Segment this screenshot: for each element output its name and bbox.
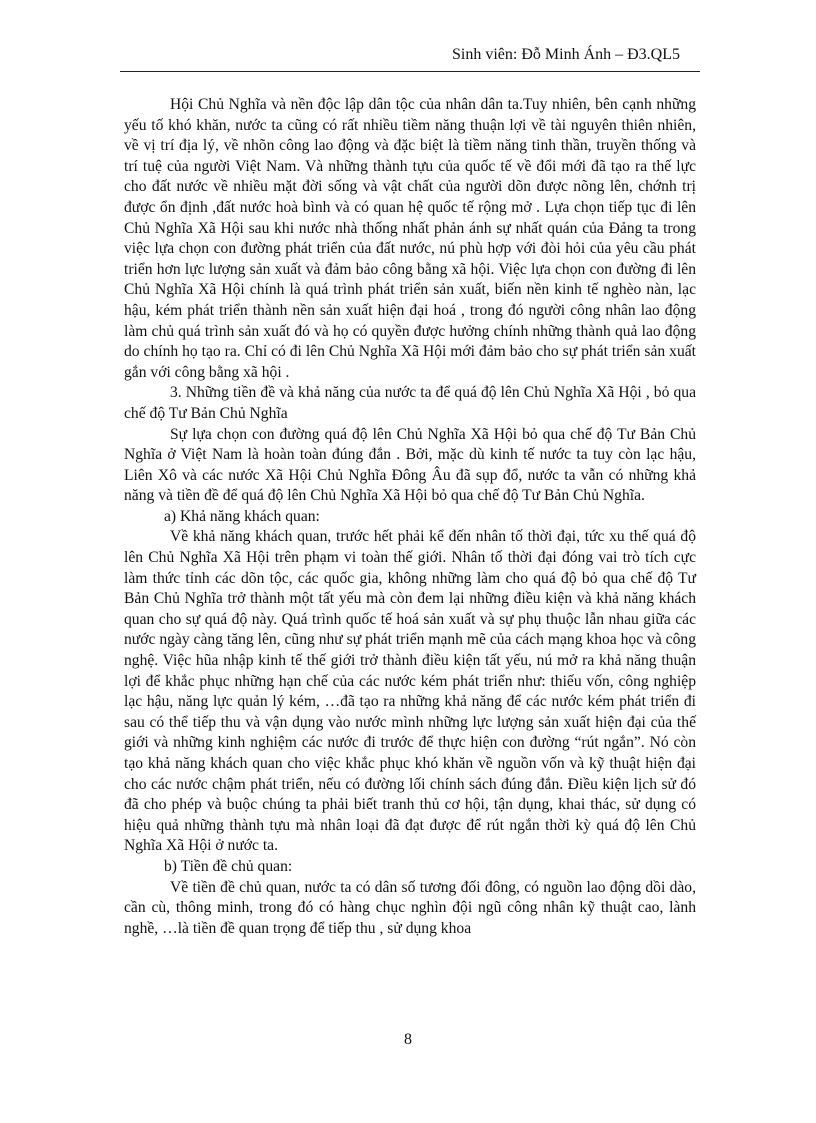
section-heading: 3. Những tiền đề và khả năng của nước ta để quá độ lên Chủ Nghĩa Xã Hội , bỏ qua chế độ Tư Bản Chủ Nghĩa — [124, 384, 696, 422]
subheading-objective: a) Khả năng khách quan: — [164, 507, 320, 525]
paragraph-choice: Sự lựa chọn con đường quá độ lên Chủ Nghĩa Xã Hội bỏ qua chế độ Tư Bản Chủ Nghĩa ở Việt Nam là hoàn toàn đúng đắn . Bởi, mặc dù kinh tế nước ta tuy còn lạc hậu, Liên Xô và các nước Xã Hội Chủ Nghĩa Đông Âu đã sụp đổ, nước ta vẫn có những khả năng và tiền đề để quá độ lên Chủ Nghĩa Xã Hội bỏ qua chế độ Tư Bản Chủ Nghĩa. — [124, 425, 696, 505]
paragraph-objective: Về khả năng khách quan, trước hết phải kể đến nhân tố thời đại, tức xu thế quá độ lên Chủ Nghĩa Xã Hội trên phạm vi toàn thế giới. Nhân tố thời đại đóng vai trò tích cực làm thức tỉnh các dõn tộc, các quốc gia, không những làm cho quá độ bỏ qua chế độ Tư Bản Chủ Nghĩa trở thành một tất yếu mà còn đem lại những điều kiện và khả năng khách quan cho sự quá độ này. Quá trình quốc tế hoá sản xuất và sự phụ thuộc lẫn nhau giữa các nước ngày càng tăng lên, cũng như sự phát triển mạnh mẽ của cách mạng khoa học và công nghệ. Việc hũa nhập kinh tế thế giới trở thành điều kiện tất yếu, nú mở ra khả năng thuận lợi để khắc phục những hạn chế của các nước kém phát triển như: thiếu vốn, công nghiệp lạc hậu, năng lực quản lý kém, …đã tạo ra những khả năng để các nước kém phát triển đi sau có thể tiếp thu và vận dụng vào nước mình những lực lượng sản xuất hiện đại của thế giới và những kinh nghiệm các nước đi trước để thực hiện con đường “rút ngắn”. Nó còn tạo khả năng khách quan cho việc khắc phục khó khăn về nguồn vốn và kỹ thuật hiện đại cho các nước chậm phát triển, nếu có đường lối chính sách đúng đắn. Điều kiện lịch sử đó đã cho phép và buộc chúng ta phải biết tranh thủ cơ hội, tận dụng, khai thác, sử dụng có hiệu quả những thành tựu mà nhân loại đã đạt được để rút ngắn thời kỳ quá độ lên Chủ Nghĩa Xã Hội ở nước ta. — [124, 528, 696, 855]
document-body — [124, 95, 696, 939]
header-rule — [120, 71, 700, 72]
paragraph-intro: Hội Chủ Nghĩa và nền độc lập dân tộc của nhân dân ta.Tuy nhiên, bên cạnh những yếu tố khó khăn, nước ta cũng có rất nhiều tiềm năng thuận lợi về tài nguyên thiên nhiên, về vị trí địa lý, về nhõn công lao động và đặc biệt là tiềm năng tinh thần, truyền thống và trí tuệ của người Việt Nam. Và những thành tựu của quốc tế về đổi mới đã tạo ra thế lực cho đất nước về nhiều mặt đời sống và vật chất của người dõn được nõng lên, chớnh trị được ổn định ,đất nước hoà bình và có quan hệ quốc tế rộng mở . Lựa chọn tiếp tục đi lên Chủ Nghĩa Xã Hội sau khi nước nhà thống nhất phản ánh sự nhất quán của Đảng ta trong việc lựa chọn con đường phát triển của đất nước, nú phù hợp với đòi hỏi của yêu cầu phát triển hơn lực lượng sản xuất và đảm bảo công bằng xã hội. Việc lựa chọn con đường đi lên Chủ Nghĩa Xã Hội chính là quá trình phát triển sản xuất, biến nền kinh tế nghèo nàn, lạc hậu, kém phát triển thành nền sản xuất hiện đại hoá , trong đó người công nhân lao động làm chủ quá trình sản xuất đó và họ có quyền được hưởng chính những thành quả lao động do chính họ tạo ra. Chỉ có đi lên Chủ Nghĩa Xã Hội mới đảm bảo cho sự phát triển sản xuất gắn với công bằng xã hội . — [124, 96, 696, 381]
subheading-subjective: b) Tiền đề chủ quan: — [164, 857, 293, 875]
page-header: Sinh viên: Đỗ Minh Ánh – Đ3.QL5 — [452, 46, 680, 63]
page-number: 8 — [404, 1031, 412, 1048]
paragraph-subjective: Về tiền đề chủ quan, nước ta có dân số tương đối đông, có nguồn lao động dồi dào, cần cù, thông minh, trong đó có hàng chục nghìn đội ngũ công nhân kỹ thuật cao, lành nghề, …là tiền đề quan trọng để tiếp thu , sử dụng khoa — [124, 878, 696, 937]
